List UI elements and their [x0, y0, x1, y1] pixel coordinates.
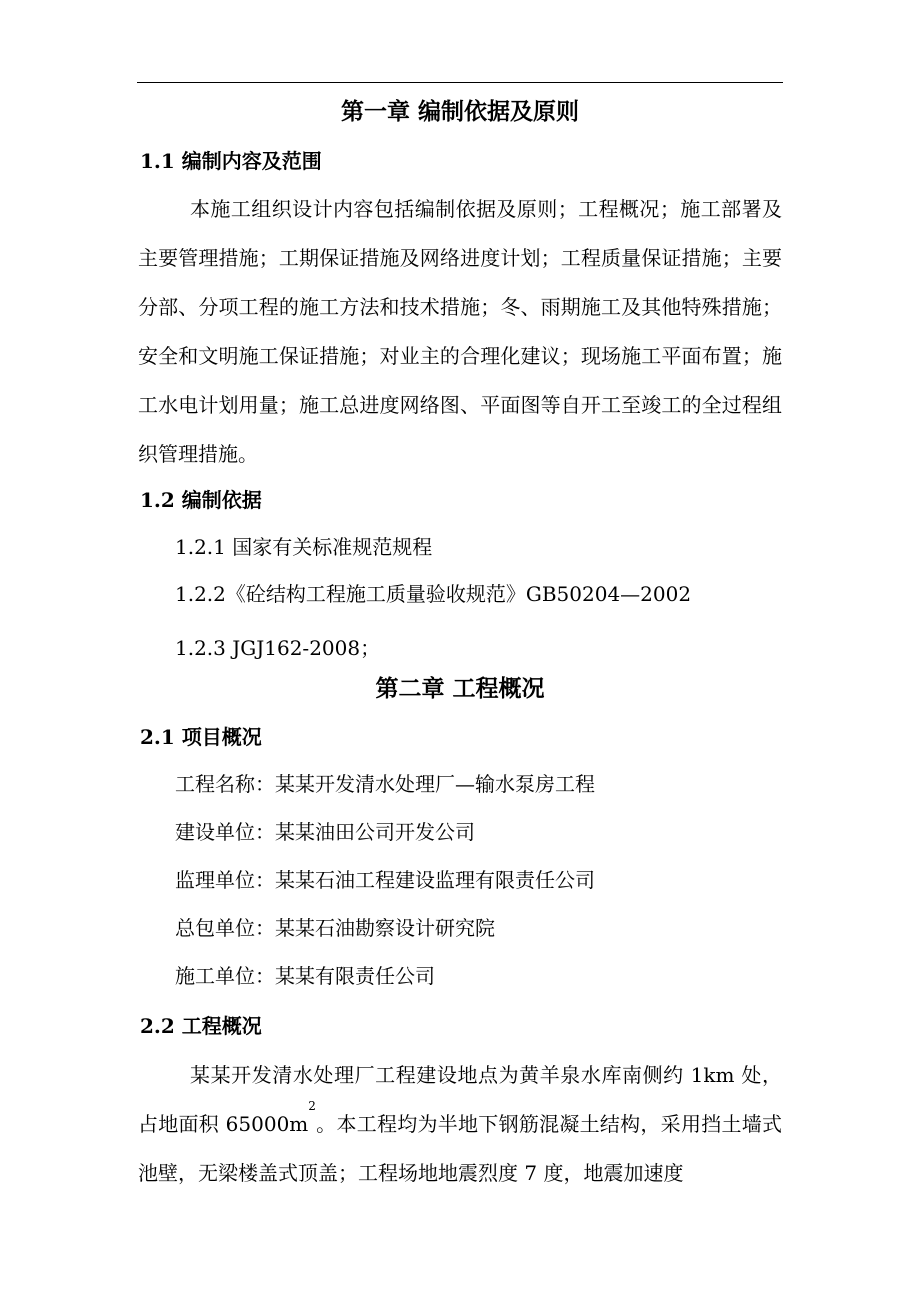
superscript: 2 [308, 1099, 316, 1113]
chapter-1-title: 第一章 编制依据及原则 [340, 98, 579, 125]
project-field [175, 963, 435, 989]
field-value: 某某石油工程建设监理有限责任公司 [275, 868, 595, 892]
section-1-1-heading: 1.1 编制内容及范围 [140, 149, 322, 173]
section-1-1-body: 本施工组织设计内容包括编制依据及原则；工程概况；施工部署及主要管理措施；工期保证措施及网络进度计划；工程质量保证措施；主要分部、分项工程的施工方法和技术措施；冬、雨期施工及其他特殊措施；安全和文明施工保证措施；对业主的合理化建议；现场施工平面布置；施工水电计划用量；施工总进度网络图、平面图等自开工至竣工的全过程组织管理措施。 [138, 197, 782, 466]
section-2-2-heading: 2.2 工程概况 [140, 1014, 262, 1038]
field-value: 某某油田公司开发公司 [275, 820, 475, 844]
body-text: 。本工程均为半地下钢筋混凝土结构，采用挡土墙式池壁，无梁楼盖式顶盖；工程场地地震烈度 7 度，地震加速度 [138, 1112, 783, 1185]
field-label: 监理单位： [175, 868, 275, 892]
project-field [175, 771, 595, 797]
field-label: 工程名称： [175, 772, 275, 796]
reference-item: 1.2.2《砼结构工程施工质量验收规范》GB50204—2002 [175, 582, 692, 606]
field-value: 某某有限责任公司 [275, 964, 435, 988]
reference-item: 1.2.1 国家有关标准规范规程 [175, 535, 433, 559]
project-field [175, 819, 475, 845]
header-rule [137, 82, 783, 83]
reference-item: 1.2.3 JGJ162-2008； [175, 636, 381, 660]
section-2-2-body [138, 1051, 782, 1198]
project-field [175, 915, 495, 941]
project-field [175, 867, 595, 893]
section-2-1-heading: 2.1 项目概况 [140, 725, 262, 749]
field-value: 某某开发清水处理厂—输水泵房工程 [275, 772, 595, 796]
section-1-2-heading: 1.2 编制依据 [140, 488, 262, 512]
field-label: 建设单位： [175, 820, 275, 844]
chapter-2-title: 第二章 工程概况 [375, 675, 545, 702]
field-label: 施工单位： [175, 964, 275, 988]
body-text: 某某开发清水处理厂工程建设地点为黄羊泉水库南侧约 1km 处，占地面积 65000m [138, 1063, 782, 1136]
field-value: 某某石油勘察设计研究院 [275, 916, 495, 940]
field-label: 总包单位： [175, 916, 275, 940]
